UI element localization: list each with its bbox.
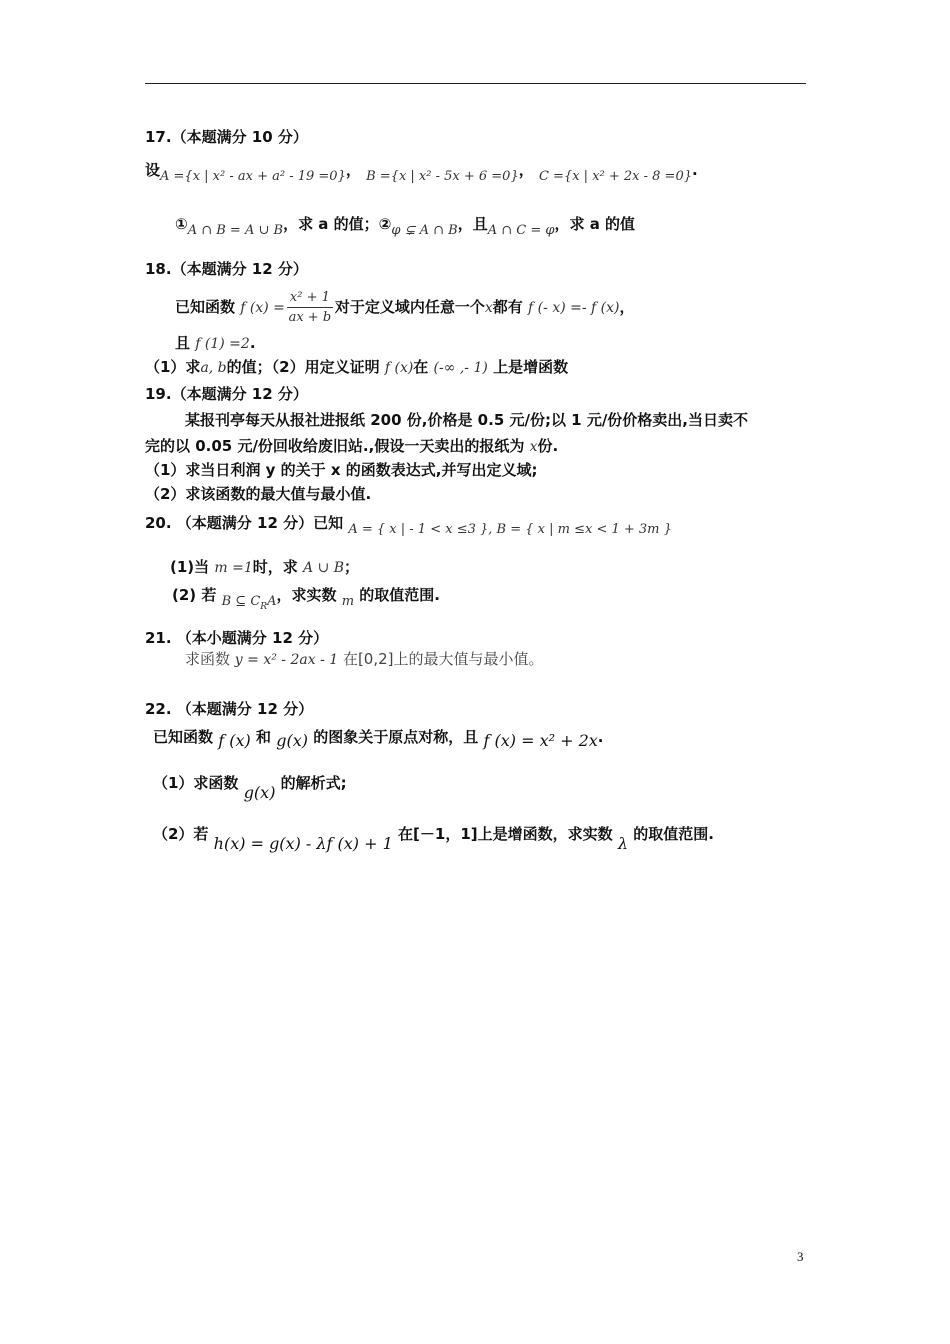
q17-part1-num: ①	[175, 215, 188, 233]
q20-part2	[172, 585, 440, 612]
q18-frac-num: x² + 1	[287, 290, 333, 308]
q18-function-line	[175, 284, 635, 331]
q22-part1-g: g(x)	[243, 783, 276, 802]
q19-body2	[145, 436, 558, 457]
q19-body2a: 完的以 0.05 元/份回收给废旧站.,假设一天卖出的报纸为	[145, 437, 525, 455]
q20-header-line	[145, 513, 672, 535]
q17-part2-expr2: A ∩ C = φ	[487, 223, 555, 238]
q17-set-a: A ={x | x² - ax + a² - 19 =0}	[160, 169, 346, 184]
q18-frac-den: ax + b	[288, 309, 332, 325]
q18-part2-tail: 上是增函数	[493, 358, 569, 376]
q22-l1-end: .	[597, 728, 604, 746]
q17-part2-expr: φ ⊊ A ∩ B	[391, 223, 458, 238]
q18-part2-interval: (-∞ ,- 1)	[433, 360, 488, 376]
q17-set-label: 设	[145, 161, 161, 179]
q20-header: 20. （本题满分 12 分）已知	[145, 514, 344, 532]
q17-end: .	[692, 161, 698, 179]
q18-cond-end: .	[249, 334, 256, 352]
q22-part2-var: λ	[617, 834, 629, 853]
page-number: 3	[797, 1249, 804, 1264]
q22-line1	[153, 727, 604, 750]
q21-expr: y = x² - 2ax - 1	[234, 652, 339, 668]
q22-part2a: （2）若	[153, 825, 209, 843]
q22-part1b: 的解析式;	[280, 774, 347, 792]
q18-cond-prefix: 且	[175, 334, 191, 352]
q20-part1-end: ；	[344, 558, 360, 576]
q18-mid2: 都有	[492, 298, 523, 316]
q18-part1-tail: 的值；（2）用定义证明	[226, 358, 380, 376]
q21-body	[185, 649, 544, 670]
q19-var-x: x	[529, 439, 538, 455]
q22-part2-h: h(x) = g(x) - λf (x) + 1	[213, 834, 393, 853]
q17-parts	[175, 214, 635, 236]
q17-set-c: C ={x | x² + 2x - 8 =0}	[538, 169, 692, 184]
q21-body-b: 在[0,2]上的最大值与最小值。	[342, 650, 544, 668]
q19-part2: （2）求该函数的最大值与最小值.	[145, 485, 372, 503]
q18-header: 18.（本题满分 12 分）	[145, 260, 308, 278]
q17-set-b: B ={x | x² - 5x + 6 =0}	[366, 169, 519, 184]
q17-header: 17.（本题满分 10 分）	[145, 128, 308, 146]
q18-f-lhs: f (x) =	[240, 300, 285, 316]
q20-part2-sub: R	[260, 602, 268, 612]
q20-part1-expr: A ∪ B	[303, 560, 345, 576]
q18-part1-vars: a, b	[200, 360, 227, 376]
q18-comma: ，	[619, 298, 635, 316]
q18-fraction	[287, 290, 333, 326]
q20-part2b: ，求实数	[276, 586, 337, 604]
q18-intro: 已知函数	[175, 298, 236, 316]
q22-l1-a: 已知函数	[153, 728, 214, 746]
q20-sep: ,	[488, 522, 497, 537]
q20-set-b: B = { x | m ≤x < 1 + 3m }	[496, 522, 672, 537]
q22-l1-b: 的图象关于原点对称，且	[313, 728, 479, 746]
q18-var-x: x	[484, 300, 493, 316]
q22-header: 22. （本题满分 12 分）	[145, 700, 314, 718]
q22-l1-g: g(x)	[276, 731, 308, 750]
q22-part2	[153, 824, 714, 853]
q22-part2b: 在[－1，1]上是增函数，求实数	[398, 825, 613, 843]
q21-body-a: 求函数	[185, 650, 231, 668]
q18-odd-condition: f (- x) =- f (x)	[528, 300, 620, 316]
q19-body1: 某报刊亭每天从报社进报纸 200 份,价格是 0.5 元/份;以 1 元/份价格卖出,当日卖不	[185, 411, 749, 429]
q20-part2c: 的取值范围.	[359, 586, 440, 604]
q22-part1a: （1）求函数	[153, 774, 239, 792]
q18-cond-line	[175, 333, 256, 354]
q17-part2-num: ②	[378, 215, 392, 233]
q17-sep: ，	[345, 161, 361, 179]
q17-part1-text: ，求 a 的值；	[283, 215, 379, 233]
q18-mid: 对于定义域内任意一个	[334, 298, 485, 316]
q22-l1-def: f (x) = x² + 2x	[483, 731, 598, 750]
q20-set-a: A = { x | - 1 < x ≤3 }	[348, 522, 489, 537]
q18-cond: f (1) =2	[195, 336, 250, 352]
q20-part2-expr2: A	[267, 594, 277, 609]
header-rule	[145, 83, 806, 84]
q20-part1b: 时，求	[252, 558, 298, 576]
q20-part2-var: m	[341, 594, 355, 609]
q20-part1a: (1)当	[170, 558, 210, 576]
q22-part2c: 的取值范围.	[633, 825, 714, 843]
q22-l1-f: f (x)	[218, 731, 251, 750]
q20-part1	[170, 557, 359, 578]
q18-part2-in: 在	[413, 358, 429, 376]
q19-header: 19.（本题满分 12 分）	[145, 385, 308, 403]
q21-header: 21. （本小题满分 12 分）	[145, 629, 329, 647]
q17-sep: ，	[518, 161, 534, 179]
q17-part2-and: ，且	[457, 215, 488, 233]
q18-part2-f: f (x)	[384, 360, 414, 376]
q20-part1-cond: m =1	[214, 560, 253, 576]
q18-parts	[145, 357, 568, 378]
q17-part2-text: ，求 a 的值	[554, 215, 636, 233]
q20-part2a: (2) 若	[172, 586, 217, 604]
q22-l1-and: 和	[256, 728, 272, 746]
q17-set-line	[145, 160, 698, 182]
q19-part1: （1）求当日利润 y 的关于 x 的函数表达式,并写出定义域;	[145, 461, 538, 479]
q22-part1	[153, 773, 347, 802]
q18-part1: （1）求	[145, 358, 201, 376]
q17-part1-expr: A ∩ B = A ∪ B	[187, 223, 284, 238]
q20-part2-expr: B ⊆ C	[221, 594, 261, 609]
q19-body2b: 份.	[537, 437, 559, 455]
